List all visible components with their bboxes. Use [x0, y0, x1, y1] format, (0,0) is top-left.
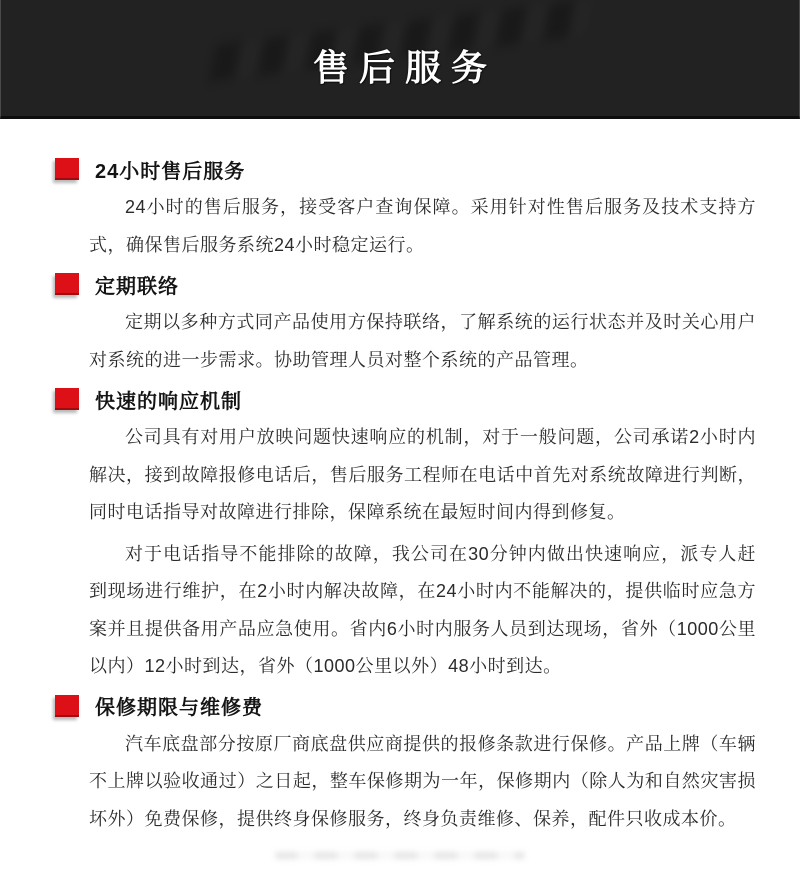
section-title: 保修期限与维修费 — [95, 697, 263, 719]
service-section — [0, 155, 800, 264]
red-square-bullet-icon — [55, 273, 79, 295]
service-section — [0, 385, 800, 686]
section-paragraph: 公司具有对用户放映问题快速响应的机制，对于一般问题，公司承诺2小时内解决，接到故障报修电话后，售后服务工程师在电话中首先对系统故障进行判断，同时电话指导对故障进行排除，保障系统在最短时间内得到修复。 — [89, 427, 756, 522]
section-paragraph: 汽车底盘部分按原厂商底盘供应商提供的报修条款进行保修。产品上牌（车辆不上牌以验收通过）之日起，整车保修期为一年，保修期内（除人为和自然灾害损坏外）免费保修，提供终身保修服务，终身负责维修、保养，配件只收成本价。 — [89, 733, 756, 829]
service-section — [0, 270, 800, 379]
section-paragraph: 定期以多种方式同产品使用方保持联络，了解系统的运行状态并及时关心用户对系统的进一步需求。协助管理人员对整个系统的产品管理。 — [89, 312, 756, 370]
service-section — [0, 692, 800, 839]
section-title: 24小时售后服务 — [95, 160, 246, 183]
red-square-bullet-icon — [55, 695, 79, 717]
section-title: 定期联络 — [95, 275, 179, 298]
section-heading-row — [0, 385, 800, 413]
section-title: 快速的响应机制 — [95, 390, 242, 413]
section-paragraph: 对于电话指导不能排除的故障，我公司在30分钟内做出快速响应，派专人赶到现场进行维护，在2小时内解决故障，在24小时内不能解决的，提供临时应急方案并且提供备用产品应急使用。省内6小时内服务人员到达现场，省外（1000公里以内）12小时到达，省外（1000公里以外）48小时到达。 — [89, 543, 756, 676]
page-title: 售后服务 — [312, 46, 497, 88]
page-header-banner — [0, 0, 800, 119]
section-paragraph: 24小时的售后服务，接受客户查询保障。采用针对性售后服务及技术支持方式，确保售后服务系统24小时稳定运行。 — [89, 197, 756, 255]
section-heading-row — [0, 270, 800, 298]
red-square-bullet-icon — [55, 158, 79, 180]
section-heading-row — [0, 692, 800, 720]
content-area — [0, 119, 800, 859]
sections-container — [0, 155, 800, 838]
red-square-bullet-icon — [55, 388, 79, 410]
section-heading-row — [0, 155, 800, 183]
footer-watermark — [275, 852, 525, 859]
